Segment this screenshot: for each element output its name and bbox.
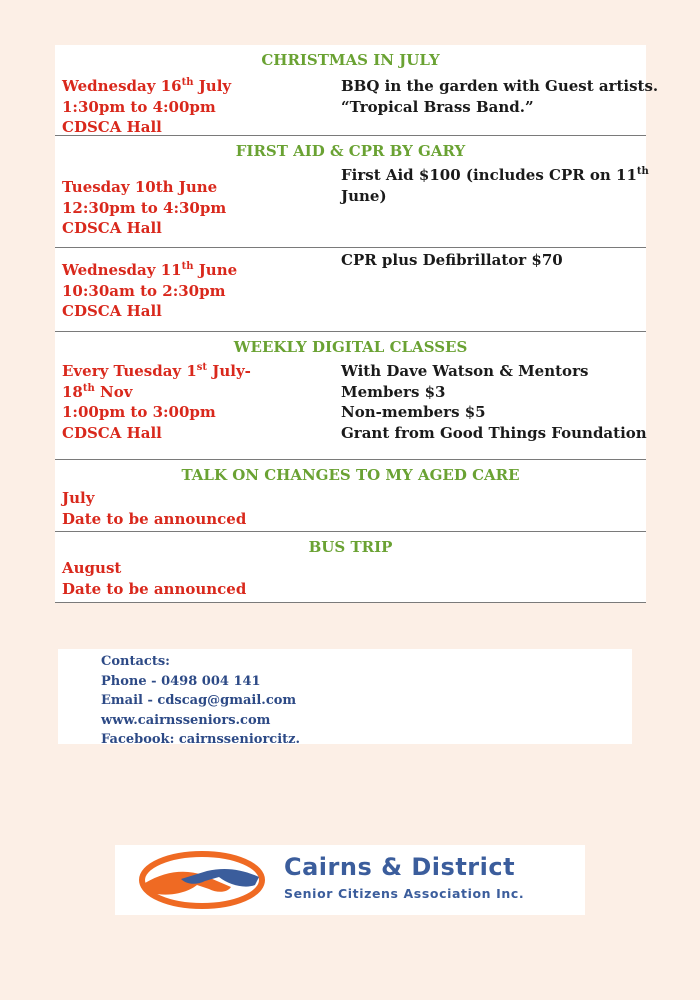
events-table	[55, 45, 659, 603]
event-date: August Date to be announced	[62, 559, 247, 598]
contact-facebook: Facebook: cairnsseniorcitz.	[101, 732, 301, 747]
event-cpr-defibrillator	[55, 248, 646, 332]
contacts-box	[58, 649, 632, 747]
section-heading: FIRST AID & CPR BY GARY	[235, 142, 466, 160]
event-bus-trip	[55, 532, 646, 603]
logo-title: Cairns & District	[284, 853, 516, 881]
contact-phone: Phone - 0498 004 141	[101, 673, 261, 689]
section-heading: CHRISTMAS IN JULY	[261, 51, 440, 69]
logo-subtitle: Senior Citizens Association Inc.	[284, 886, 525, 901]
event-details: BBQ in the garden with Guest artists. “Tropical Brass Band.”	[341, 77, 659, 116]
contacts-heading: Contacts:	[101, 654, 170, 669]
section-heading: WEEKLY DIGITAL CLASSES	[233, 338, 468, 356]
event-date: Wednesday 11th June 10:30am to 2:30pm CDSCA Hall	[62, 261, 238, 320]
event-christmas-in-july	[55, 45, 659, 136]
event-weekly-digital-classes	[55, 332, 646, 460]
event-date: Tuesday 10th June 12:30pm to 4:30pm CDSCA Hall	[62, 178, 227, 237]
event-details: First Aid $100 (includes CPR on 11th June)	[341, 166, 649, 205]
event-first-aid-cpr	[55, 136, 649, 248]
section-heading: BUS TRIP	[308, 538, 393, 556]
contact-email: Email - cdscag@gmail.com	[101, 693, 297, 708]
event-details: With Dave Watson & Mentors Members $3 Non-members $5 Grant from Good Things Foundation	[341, 362, 647, 442]
contact-website: www.cairnsseniors.com	[101, 712, 271, 728]
event-date: July Date to be announced	[62, 489, 247, 528]
association-logo	[115, 845, 585, 915]
event-details: CPR plus Defibrillator $70	[341, 251, 563, 269]
event-date: Wednesday 16th July 1:30pm to 4:00pm CDSCA Hall	[62, 77, 232, 136]
section-heading: TALK ON CHANGES TO MY AGED CARE	[181, 466, 520, 484]
handshake-icon	[137, 849, 267, 911]
event-date: Every Tuesday 1st July- 18th Nov 1:00pm to 3:00pm CDSCA Hall	[62, 362, 251, 442]
event-aged-care-talk	[55, 460, 646, 532]
